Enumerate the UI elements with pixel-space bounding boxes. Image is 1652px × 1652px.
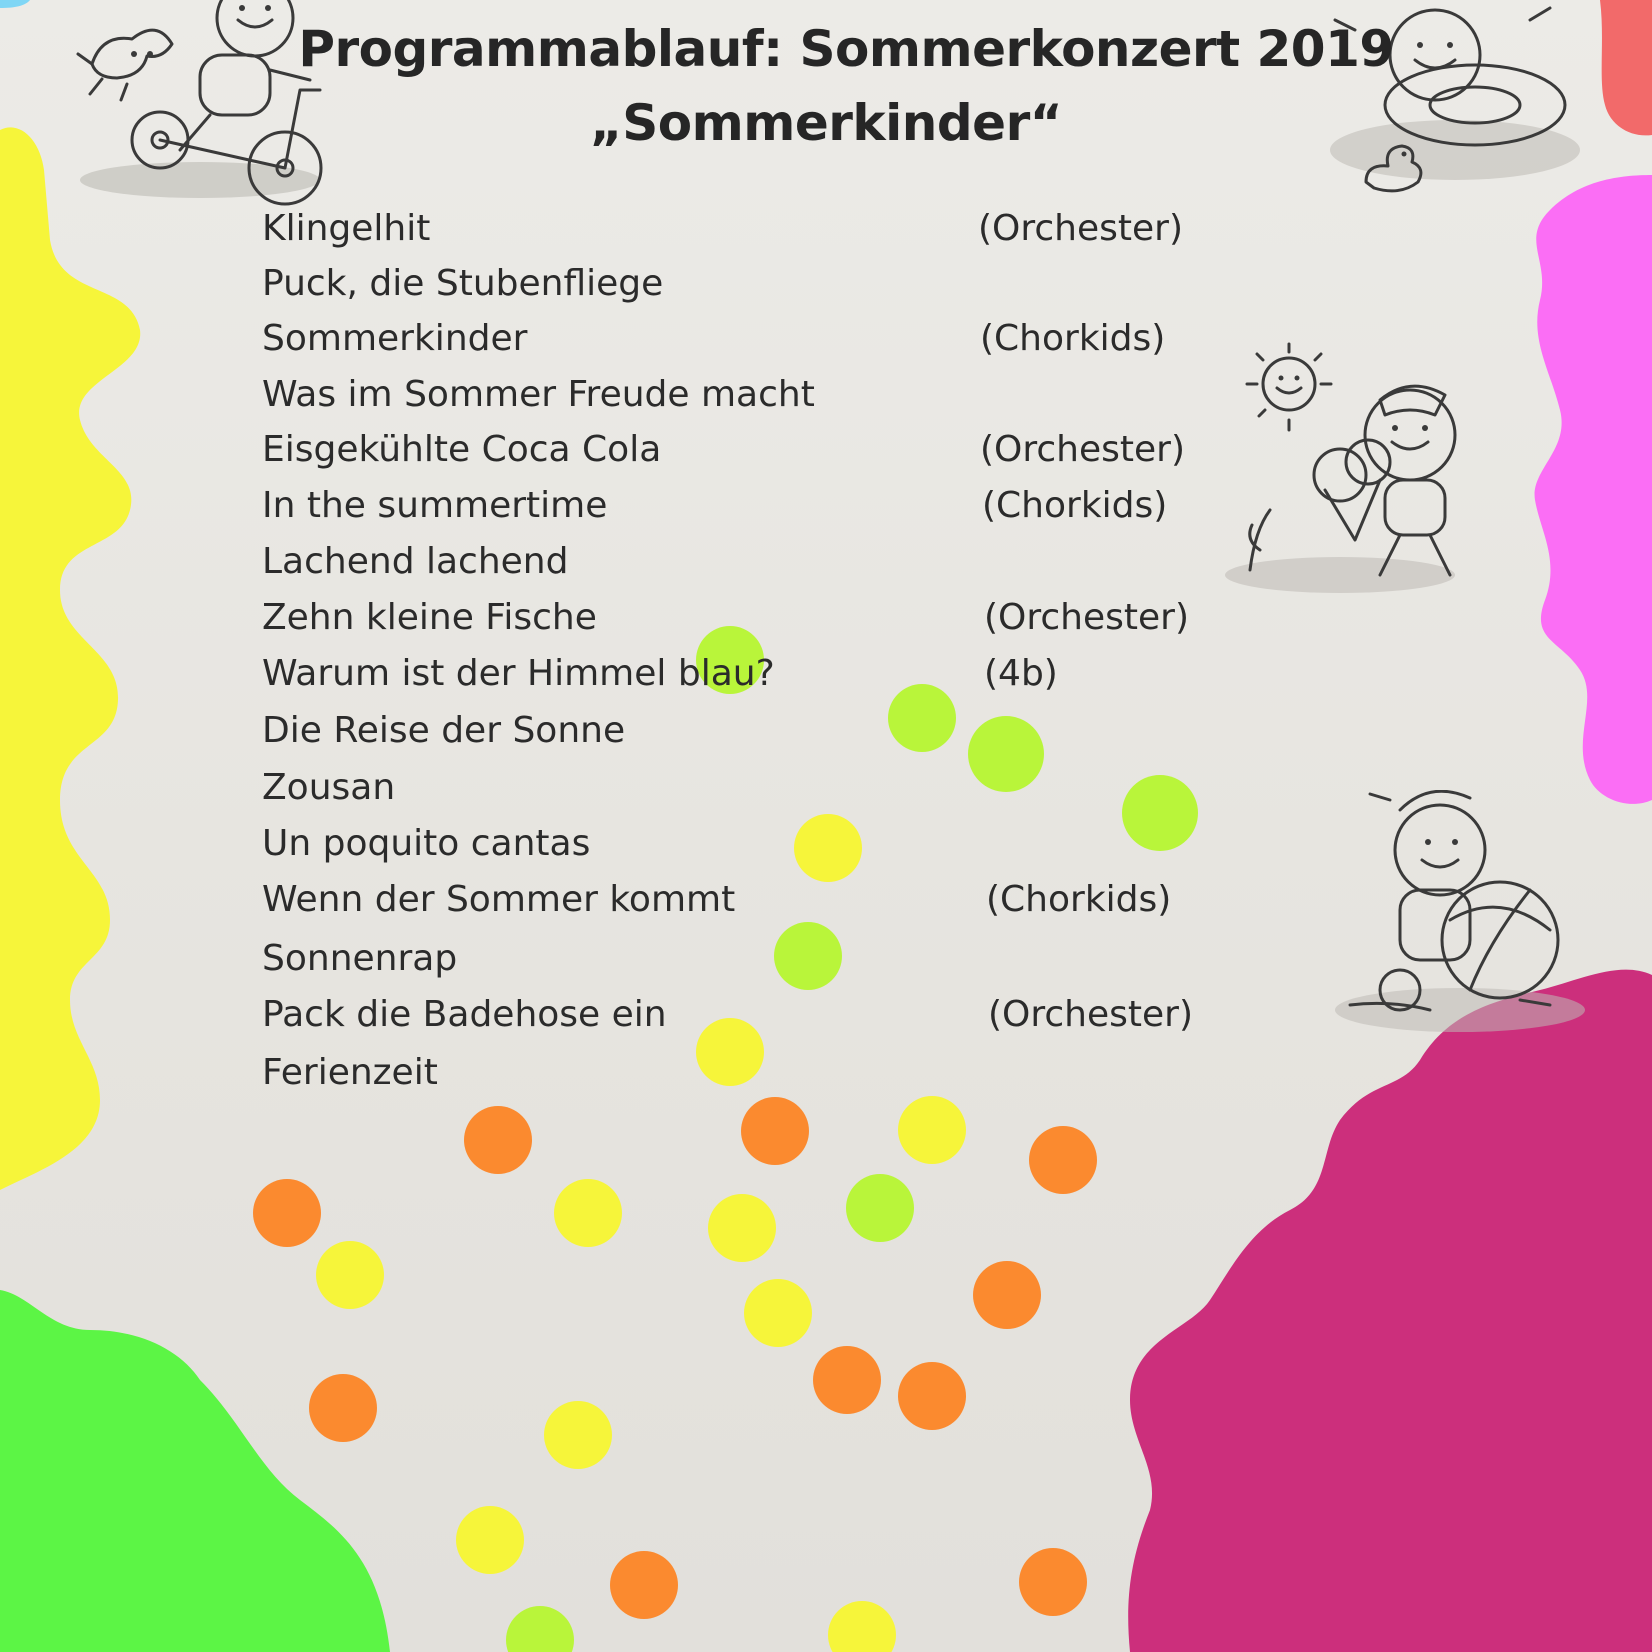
song-title: Un poquito cantas	[262, 823, 591, 864]
dot	[888, 684, 956, 752]
song-title: In the summertime	[262, 485, 608, 526]
dot	[1122, 775, 1198, 851]
dot	[554, 1179, 622, 1247]
song-title: Lachend lachend	[262, 541, 569, 582]
dot	[846, 1174, 914, 1242]
dot	[1029, 1126, 1097, 1194]
dot	[1019, 1548, 1087, 1616]
dot	[309, 1374, 377, 1442]
performer-group: (Chorkids)	[980, 318, 1166, 359]
page-title	[0, 12, 1652, 160]
song-title: Zehn kleine Fische	[262, 597, 597, 638]
dot	[456, 1506, 524, 1574]
child-with-ice-cream-icon	[1220, 380, 1480, 610]
dot	[794, 814, 862, 882]
song-title: Was im Sommer Freude macht	[262, 374, 815, 415]
dot	[316, 1241, 384, 1309]
song-title: Ferienzeit	[262, 1052, 438, 1093]
dot	[610, 1551, 678, 1619]
song-title: Sommerkinder	[262, 318, 528, 359]
performer-group: (Orchester)	[988, 994, 1194, 1035]
song-title: Pack die Badehose ein	[262, 994, 667, 1035]
dot	[741, 1097, 809, 1165]
dot	[708, 1194, 776, 1262]
song-title: Puck, die Stubenfliege	[262, 263, 664, 304]
performer-group: (Chorkids)	[982, 485, 1168, 526]
child-with-beach-ball-icon	[1330, 790, 1600, 1050]
dot	[813, 1346, 881, 1414]
green-blob	[0, 1290, 390, 1652]
dot	[828, 1601, 896, 1652]
performer-group: (Orchester)	[980, 429, 1186, 470]
magenta-blob	[1128, 970, 1652, 1652]
dot	[744, 1279, 812, 1347]
dot	[253, 1179, 321, 1247]
song-title: Klingelhit	[262, 208, 431, 249]
dot	[968, 716, 1044, 792]
title-line-2: „Sommerkinder“	[589, 94, 1063, 152]
blue-blob	[0, 0, 30, 8]
dot	[464, 1106, 532, 1174]
song-title: Warum ist der Himmel blau?	[262, 653, 775, 694]
dot	[898, 1096, 966, 1164]
performer-group: (Orchester)	[984, 597, 1190, 638]
yellow-blob	[0, 127, 140, 1190]
song-title: Die Reise der Sonne	[262, 710, 626, 751]
dot	[696, 1018, 764, 1086]
dot	[544, 1401, 612, 1469]
song-title: Wenn der Sommer kommt	[262, 879, 736, 920]
song-title: Eisgekühlte Coca Cola	[262, 429, 662, 470]
song-title: Zousan	[262, 767, 396, 808]
dot	[898, 1362, 966, 1430]
performer-group: (4b)	[984, 653, 1058, 694]
dot	[774, 922, 842, 990]
performer-group: (Orchester)	[978, 208, 1184, 249]
performer-group: (Chorkids)	[986, 879, 1172, 920]
pink-blob	[1535, 175, 1652, 804]
dot	[506, 1606, 574, 1652]
title-line-1: Programmablauf: Sommerkonzert 2019	[298, 20, 1394, 78]
song-title: Sonnenrap	[262, 938, 458, 979]
dot	[973, 1261, 1041, 1329]
